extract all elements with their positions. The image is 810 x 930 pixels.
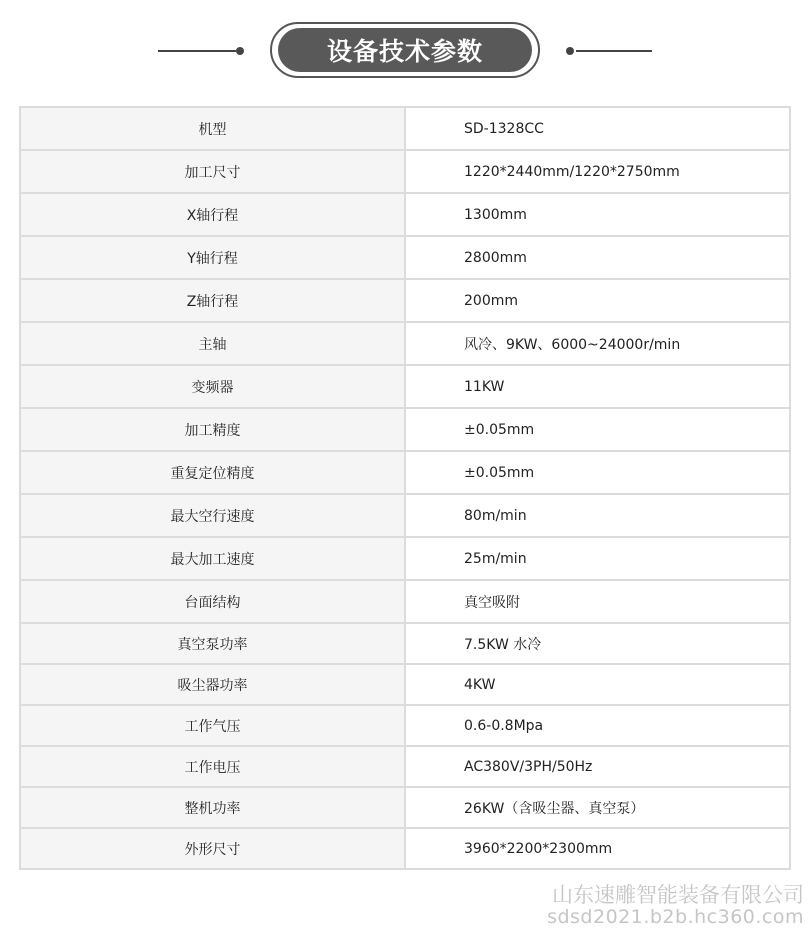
table-row (20, 537, 790, 580)
spec-value: 25m/min (405, 537, 790, 580)
table-row (20, 193, 790, 236)
watermark-url: sdsd2021.b2b.hc360.com (547, 906, 804, 929)
spec-label: 工作电压 (20, 746, 405, 787)
table-row (20, 705, 790, 746)
spec-value: 风冷、9KW、6000~24000r/min (405, 322, 790, 365)
spec-label: 重复定位精度 (20, 451, 405, 494)
decorative-line-right (576, 50, 652, 52)
spec-label: 外形尺寸 (20, 828, 405, 869)
spec-value: 3960*2200*2300mm (405, 828, 790, 869)
watermark (547, 884, 804, 928)
spec-label: 最大空行速度 (20, 494, 405, 537)
spec-value: 80m/min (405, 494, 790, 537)
spec-label: 工作气压 (20, 705, 405, 746)
section-title: 设备技术参数 (326, 37, 483, 66)
spec-value: 200mm (405, 279, 790, 322)
spec-value: 4KW (405, 664, 790, 705)
spec-value: 7.5KW 水冷 (405, 623, 790, 664)
spec-label: 吸尘器功率 (20, 664, 405, 705)
spec-value: 真空吸附 (405, 580, 790, 623)
spec-label: 机型 (20, 107, 405, 150)
spec-label: X轴行程 (20, 193, 405, 236)
table-row (20, 150, 790, 193)
table-row (20, 365, 790, 408)
spec-value: 1220*2440mm/1220*2750mm (405, 150, 790, 193)
spec-value: 1300mm (405, 193, 790, 236)
spec-value: 26KW（含吸尘器、真空泵） (405, 787, 790, 828)
table-row (20, 580, 790, 623)
table-row (20, 623, 790, 664)
table-row (20, 279, 790, 322)
spec-label: 台面结构 (20, 580, 405, 623)
table-row (20, 408, 790, 451)
table-row (20, 746, 790, 787)
table-row (20, 828, 790, 869)
spec-label: 加工精度 (20, 408, 405, 451)
spec-label: 加工尺寸 (20, 150, 405, 193)
spec-value: 2800mm (405, 236, 790, 279)
spec-label: Z轴行程 (20, 279, 405, 322)
decorative-dot-right (566, 47, 574, 55)
spec-label: 主轴 (20, 322, 405, 365)
spec-value: 0.6-0.8Mpa (405, 705, 790, 746)
table-row (20, 787, 790, 828)
table-row (20, 236, 790, 279)
spec-value: ±0.05mm (405, 408, 790, 451)
table-row (20, 107, 790, 150)
spec-label: 变频器 (20, 365, 405, 408)
table-row (20, 664, 790, 705)
table-row (20, 494, 790, 537)
spec-label: 真空泵功率 (20, 623, 405, 664)
spec-table (19, 106, 791, 870)
watermark-company: 山东速雕智能装备有限公司 (552, 883, 804, 908)
section-header (0, 22, 810, 80)
spec-value: ±0.05mm (405, 451, 790, 494)
spec-value: AC380V/3PH/50Hz (405, 746, 790, 787)
table-row (20, 322, 790, 365)
spec-value: 11KW (405, 365, 790, 408)
title-badge-fill (278, 28, 532, 72)
spec-label: Y轴行程 (20, 236, 405, 279)
table-row (20, 451, 790, 494)
spec-label: 最大加工速度 (20, 537, 405, 580)
decorative-dot-left (236, 47, 244, 55)
spec-value: SD-1328CC (405, 107, 790, 150)
decorative-line-left (158, 50, 236, 52)
title-badge (270, 22, 540, 78)
spec-label: 整机功率 (20, 787, 405, 828)
